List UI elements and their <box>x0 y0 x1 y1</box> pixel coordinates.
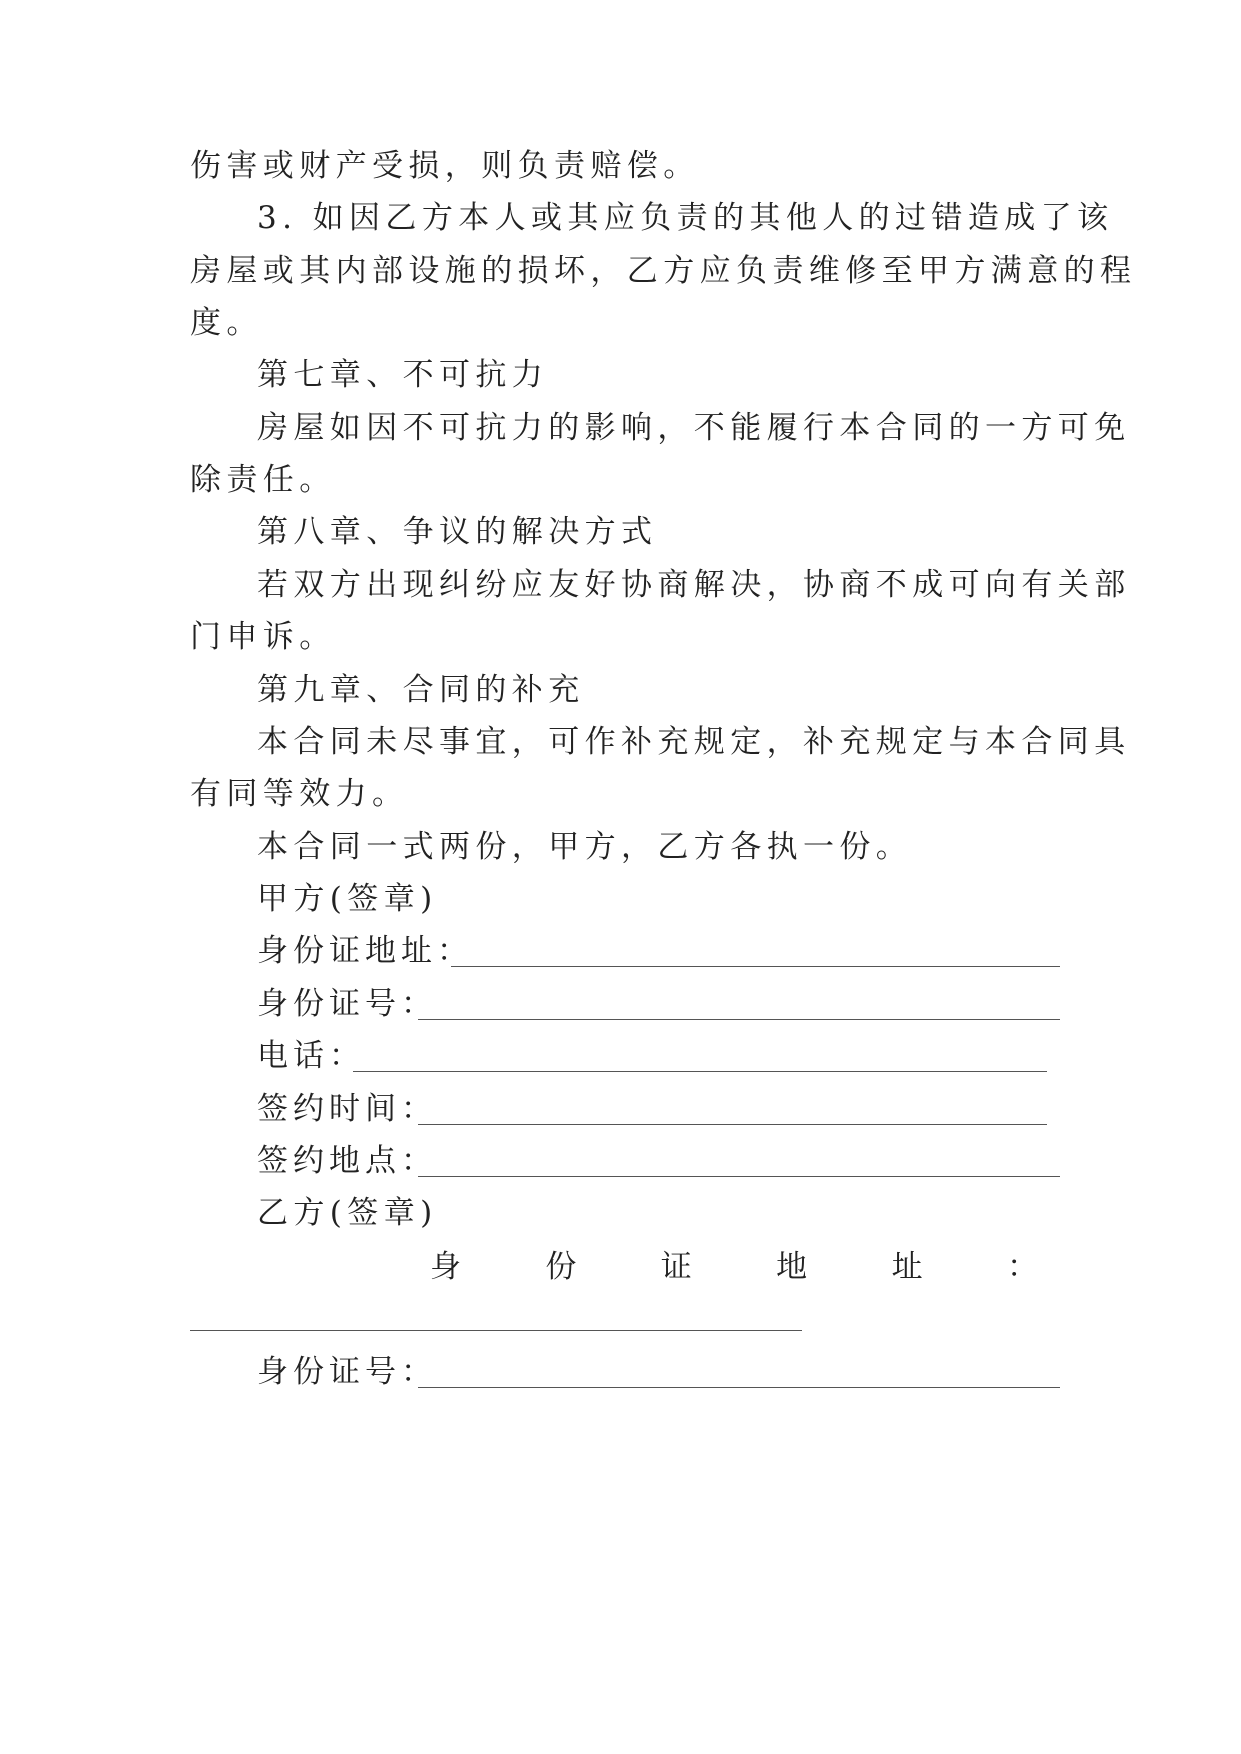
paragraph-line: 若双方出现纠纷应友好协商解决，协商不成可向有关部 <box>257 567 1131 603</box>
label-char: 证 <box>660 1249 692 1285</box>
paragraph-line: 有同等效力。 <box>190 776 409 812</box>
paragraph-line: 房屋如因不可抗力的影响，不能履行本合同的一方可免 <box>257 410 1131 446</box>
field-label: 身份证地址： <box>257 933 473 969</box>
party-b-id-number-field[interactable] <box>257 1352 1060 1392</box>
underline-blank <box>418 1019 1060 1020</box>
label-char: 身 <box>430 1249 461 1285</box>
party-a-title: 甲方(签章) <box>257 881 438 917</box>
chapter-heading: 第八章、争议的解决方式 <box>257 514 658 550</box>
field-label: 电话： <box>257 1038 365 1074</box>
label-char: 份 <box>545 1249 577 1285</box>
paragraph-line: 3. 如因乙方本人或其应负责的其他人的过错造成了该 <box>257 200 1114 236</box>
party-a-phone-field[interactable] <box>257 1036 1047 1076</box>
party-a-sign-time-field[interactable] <box>257 1089 1047 1129</box>
underline-blank <box>418 1176 1060 1177</box>
field-label: 签约时间： <box>257 1091 437 1127</box>
field-label: 身份证号： <box>257 1354 437 1390</box>
paragraph-line: 本合同未尽事宜，可作补充规定，补充规定与本合同具 <box>257 724 1131 760</box>
underline-blank <box>418 1387 1060 1388</box>
chapter-heading: 第九章、合同的补充 <box>257 672 585 708</box>
chapter-heading: 第七章、不可抗力 <box>257 357 549 393</box>
paragraph-line: 除责任。 <box>190 462 336 498</box>
underline-blank <box>353 1071 1047 1072</box>
label-char: 地 <box>776 1249 808 1285</box>
label-char: 址 <box>891 1249 923 1285</box>
party-a-id-number-field[interactable] <box>257 984 1060 1024</box>
party-b-id-address-label <box>430 1247 1038 1287</box>
paragraph-line: 门申诉。 <box>190 619 336 655</box>
field-label: 签约地点： <box>257 1143 437 1179</box>
label-char: ： <box>1006 1249 1038 1285</box>
party-b-title: 乙方(签章) <box>257 1195 438 1231</box>
party-a-sign-place-field[interactable] <box>257 1141 1060 1181</box>
paragraph-line: 度。 <box>190 305 263 341</box>
party-b-id-address-blank[interactable] <box>190 1330 802 1331</box>
underline-blank <box>451 966 1060 967</box>
paragraph-line: 伤害或财产受损，则负责赔偿。 <box>190 148 700 184</box>
party-a-id-address-field[interactable] <box>257 931 1060 971</box>
field-label: 身份证号： <box>257 986 437 1022</box>
paragraph-line: 本合同一式两份，甲方，乙方各执一份。 <box>257 829 913 865</box>
paragraph-line: 房屋或其内部设施的损坏，乙方应负责维修至甲方满意的程 <box>190 253 1137 289</box>
underline-blank <box>418 1124 1047 1125</box>
